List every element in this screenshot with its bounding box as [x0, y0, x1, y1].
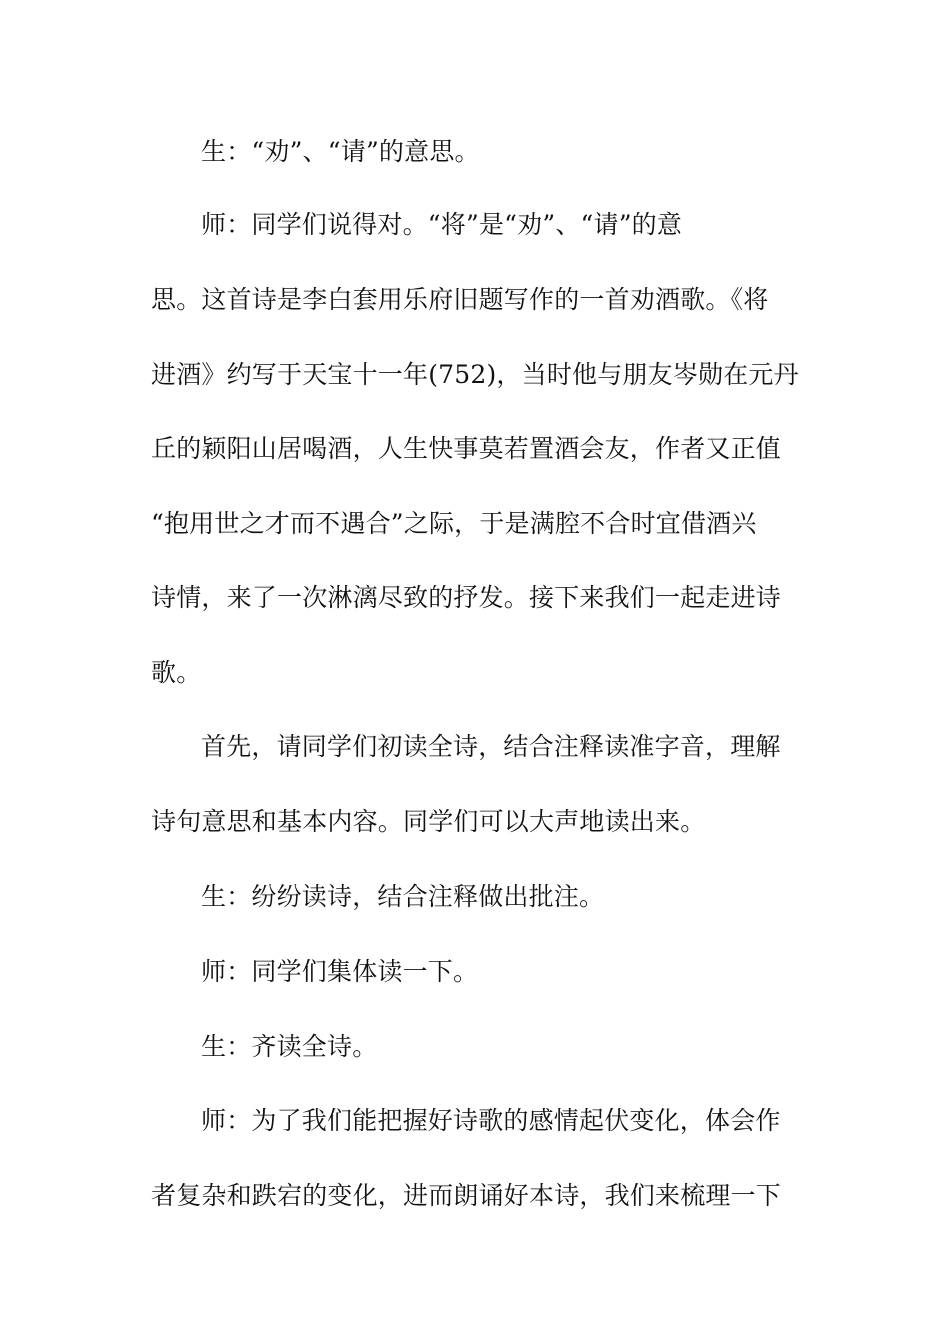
text-line: 师：同学们说得对。“将”是“劝”、“请”的意 — [201, 210, 683, 239]
text-line: 丘的颖阳山居喝酒，人生快事莫若置酒会友，作者又正值 — [151, 434, 782, 463]
text-line: “抱用世之才而不遇合”之际，于是满腔不合时宜借酒兴 — [151, 509, 757, 538]
text-line: 师：同学们集体读一下。 — [201, 957, 479, 986]
text-line: 思。这首诗是李白套用乐府旧题写作的一首劝酒歌。《将 — [151, 285, 769, 314]
text-line: 者复杂和跌宕的变化，进而朗诵好本诗，我们来梳理一下 — [151, 1181, 782, 1210]
text-line: 生：纷纷读诗，结合注释做出批注。 — [201, 882, 605, 911]
text-line: 生：“劝”、“请”的意思。 — [201, 137, 480, 166]
text-line: 首先，请同学们初读全诗，结合注释读准字音，理解 — [201, 732, 781, 761]
text-line: 诗情，来了一次淋漓尽致的抒发。接下来我们一起走进诗 — [151, 583, 782, 612]
text-line: 进酒》约写于天宝十一年(752)，当时他与朋友岑勋在元丹 — [151, 360, 799, 389]
text-line: 诗句意思和基本内容。同学们可以大声地读出来。 — [151, 807, 706, 836]
text-line: 生：齐读全诗。 — [201, 1032, 378, 1061]
text-line: 师：为了我们能把握好诗歌的感情起伏变化，体会作 — [201, 1106, 781, 1135]
text-line: 歌。 — [151, 658, 202, 687]
